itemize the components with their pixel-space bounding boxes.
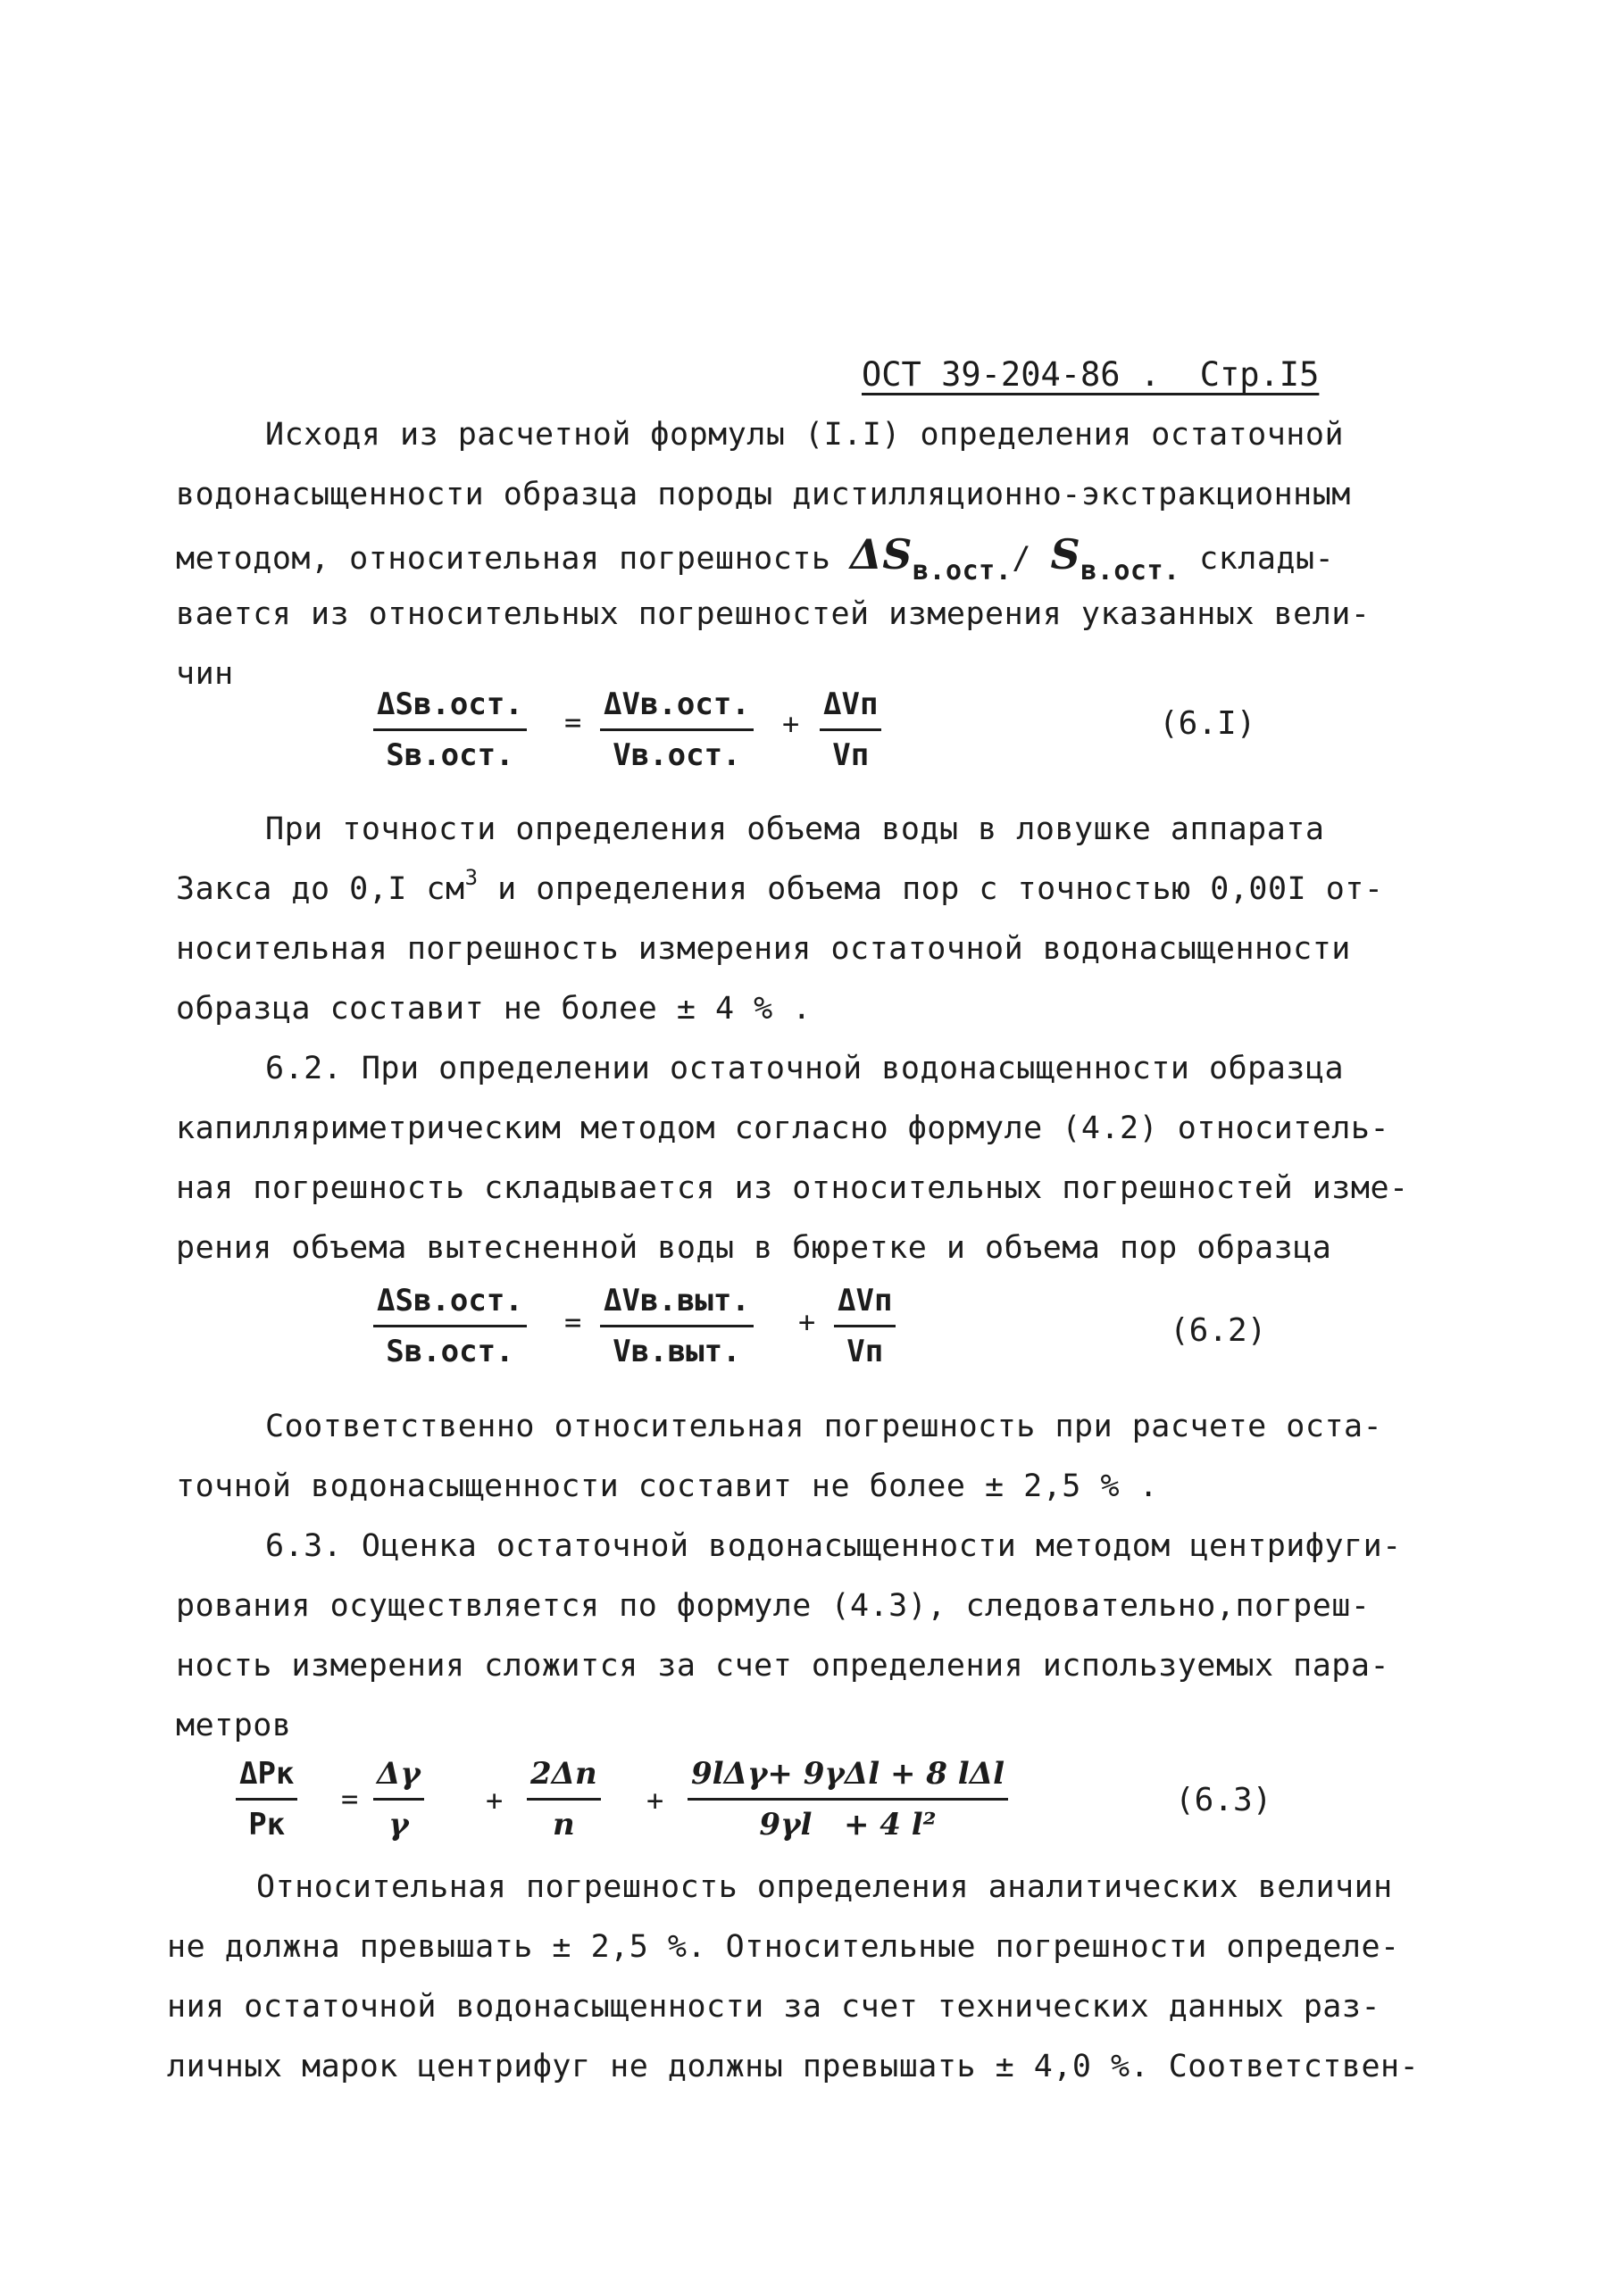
text-line: Исходя из расчетной формулы (I.I) определения остаточной <box>265 417 1345 453</box>
text-line: метров <box>176 1708 292 1743</box>
text-line: При точности определения объема воды в ловушке аппарата <box>265 811 1325 847</box>
text-line: ния остаточной водонасыщенности за счет технических данных раз- <box>167 1989 1381 2025</box>
equation-number: (6.3) <box>1175 1782 1272 1818</box>
text-line: 6.2. При определении остаточной водонасыщенности образца <box>265 1051 1345 1086</box>
fraction: ΔPк Pк <box>236 1750 297 1849</box>
text-line: образца составит не более ± 4 % . <box>176 991 812 1027</box>
fraction: ΔSв.ост. Sв.ост. <box>373 680 527 779</box>
fraction: 2Δn n <box>527 1750 601 1849</box>
fraction: 9lΔγ+ 9γΔl + 8 lΔl 9γl + 4 l² <box>688 1750 1008 1849</box>
fraction: Δγ γ <box>373 1750 424 1849</box>
text-line: Соответственно относительная погрешность при расчете оста- <box>265 1409 1383 1444</box>
text-line: личных марок центрифуг не должны превышать ± 4,0 %. Соответствен- <box>167 2049 1420 2084</box>
text-line: вается из относительных погрешностей измерения указанных вели- <box>176 596 1371 632</box>
text-line: ная погрешность складывается из относительных погрешностей изме- <box>176 1170 1409 1206</box>
page-header: ОСТ 39-204-86 . Стр.I5 <box>862 355 1320 394</box>
text-line: Закса до 0,I $см^3$ и определения объема пор с точностью 0,00I от- <box>176 865 1384 907</box>
document-page: ОСТ 39-204-86 . Стр.I5 Исходя из расчетной формулы (I.I) определения остаточной водонасыщенности образца породы дистилляционно-экстракционным методом, относительная погрешность ΔSв.ост./ Sв.ост. склады- вается из относительных погрешностей измерения указанных вели- чин ΔSв.ост. Sв.ост. = ΔVв.ост. Vв.ост. + ΔVп Vп (6.I) При точности определения объема воды в ловушке аппарата Закса до 0,I $см^3$ и определения объема пор с точностью 0,00I от- носительная погрешность измерения остаточной водонасыщенности образца составит не более ± 4 % . 6.2. При определении остаточной водонасыщенности образца капилляриметрическим методом согласно формуле (4.2) относитель- ная погрешность складывается из относительных погрешностей изме- рения объема вытесненной воды в бюретке и объема пор образца ΔSв.ост. Sв.ост. = ΔVв.выт. Vв.выт. + ΔVп Vп (6.2) Соответственно относительная погрешность при расчете оста- точной водонасыщенности составит не более ± 2,5 % . 6.3. Оценка остаточной водонасыщенности методом центрифуги- рования осуществляется по формуле (4.3), следовательно,погреш- ность измерения сложится за счет определения используемых пара- метров ΔPк Pк = Δγ γ + 2Δn n + 9lΔγ+ 9γΔl + 8 lΔl 9γl + 4 l² (6.3) Относительная погрешность определения аналитических величин не должна превышать ± 2,5 %. Относительные погрешности определе- ния остаточной водонасыщенности за счет технических данных раз- личных марок центрифуг не должны превышать ± 4,0 %. Соответствен- <box>167 355 1420 2084</box>
text-line: рования осуществляется по формуле (4.3), следовательно,погреш- <box>176 1588 1371 1624</box>
fraction: ΔVп Vп <box>834 1277 896 1376</box>
text-line: рения объема вытесненной воды в бюретке и объема пор образца <box>176 1230 1332 1266</box>
text-line: чин <box>176 656 234 692</box>
text-line: водонасыщенности образца породы дистилляционно-экстракционным <box>176 477 1351 512</box>
text-line: капилляриметрическим методом согласно формуле (4.2) относитель- <box>176 1111 1390 1146</box>
equation-number: (6.I) <box>1159 705 1256 742</box>
fraction: ΔVп Vп <box>820 680 881 779</box>
text-line: не должна превышать ± 2,5 %. Относительные погрешности определе- <box>167 1929 1400 1965</box>
text-line: 6.3. Оценка остаточной водонасыщенности методом центрифуги- <box>265 1528 1402 1564</box>
text-line: ность измерения сложится за счет определения используемых пара- <box>176 1648 1390 1684</box>
fraction: ΔVв.выт. Vв.выт. <box>600 1277 754 1376</box>
equation-number: (6.2) <box>1170 1312 1267 1349</box>
fraction: ΔVв.ост. Vв.ост. <box>600 680 754 779</box>
text-line: носительная погрешность измерения остаточной водонасыщенности <box>176 931 1351 967</box>
text-line: методом, относительная погрешность ΔSв.ост./ Sв.ост. склады- <box>176 530 1335 586</box>
text-line: Относительная погрешность определения аналитических величин <box>256 1869 1393 1905</box>
fraction: ΔSв.ост. Sв.ост. <box>373 1277 527 1376</box>
text-line: точной водонасыщенности составит не более ± 2,5 % . <box>176 1468 1159 1504</box>
